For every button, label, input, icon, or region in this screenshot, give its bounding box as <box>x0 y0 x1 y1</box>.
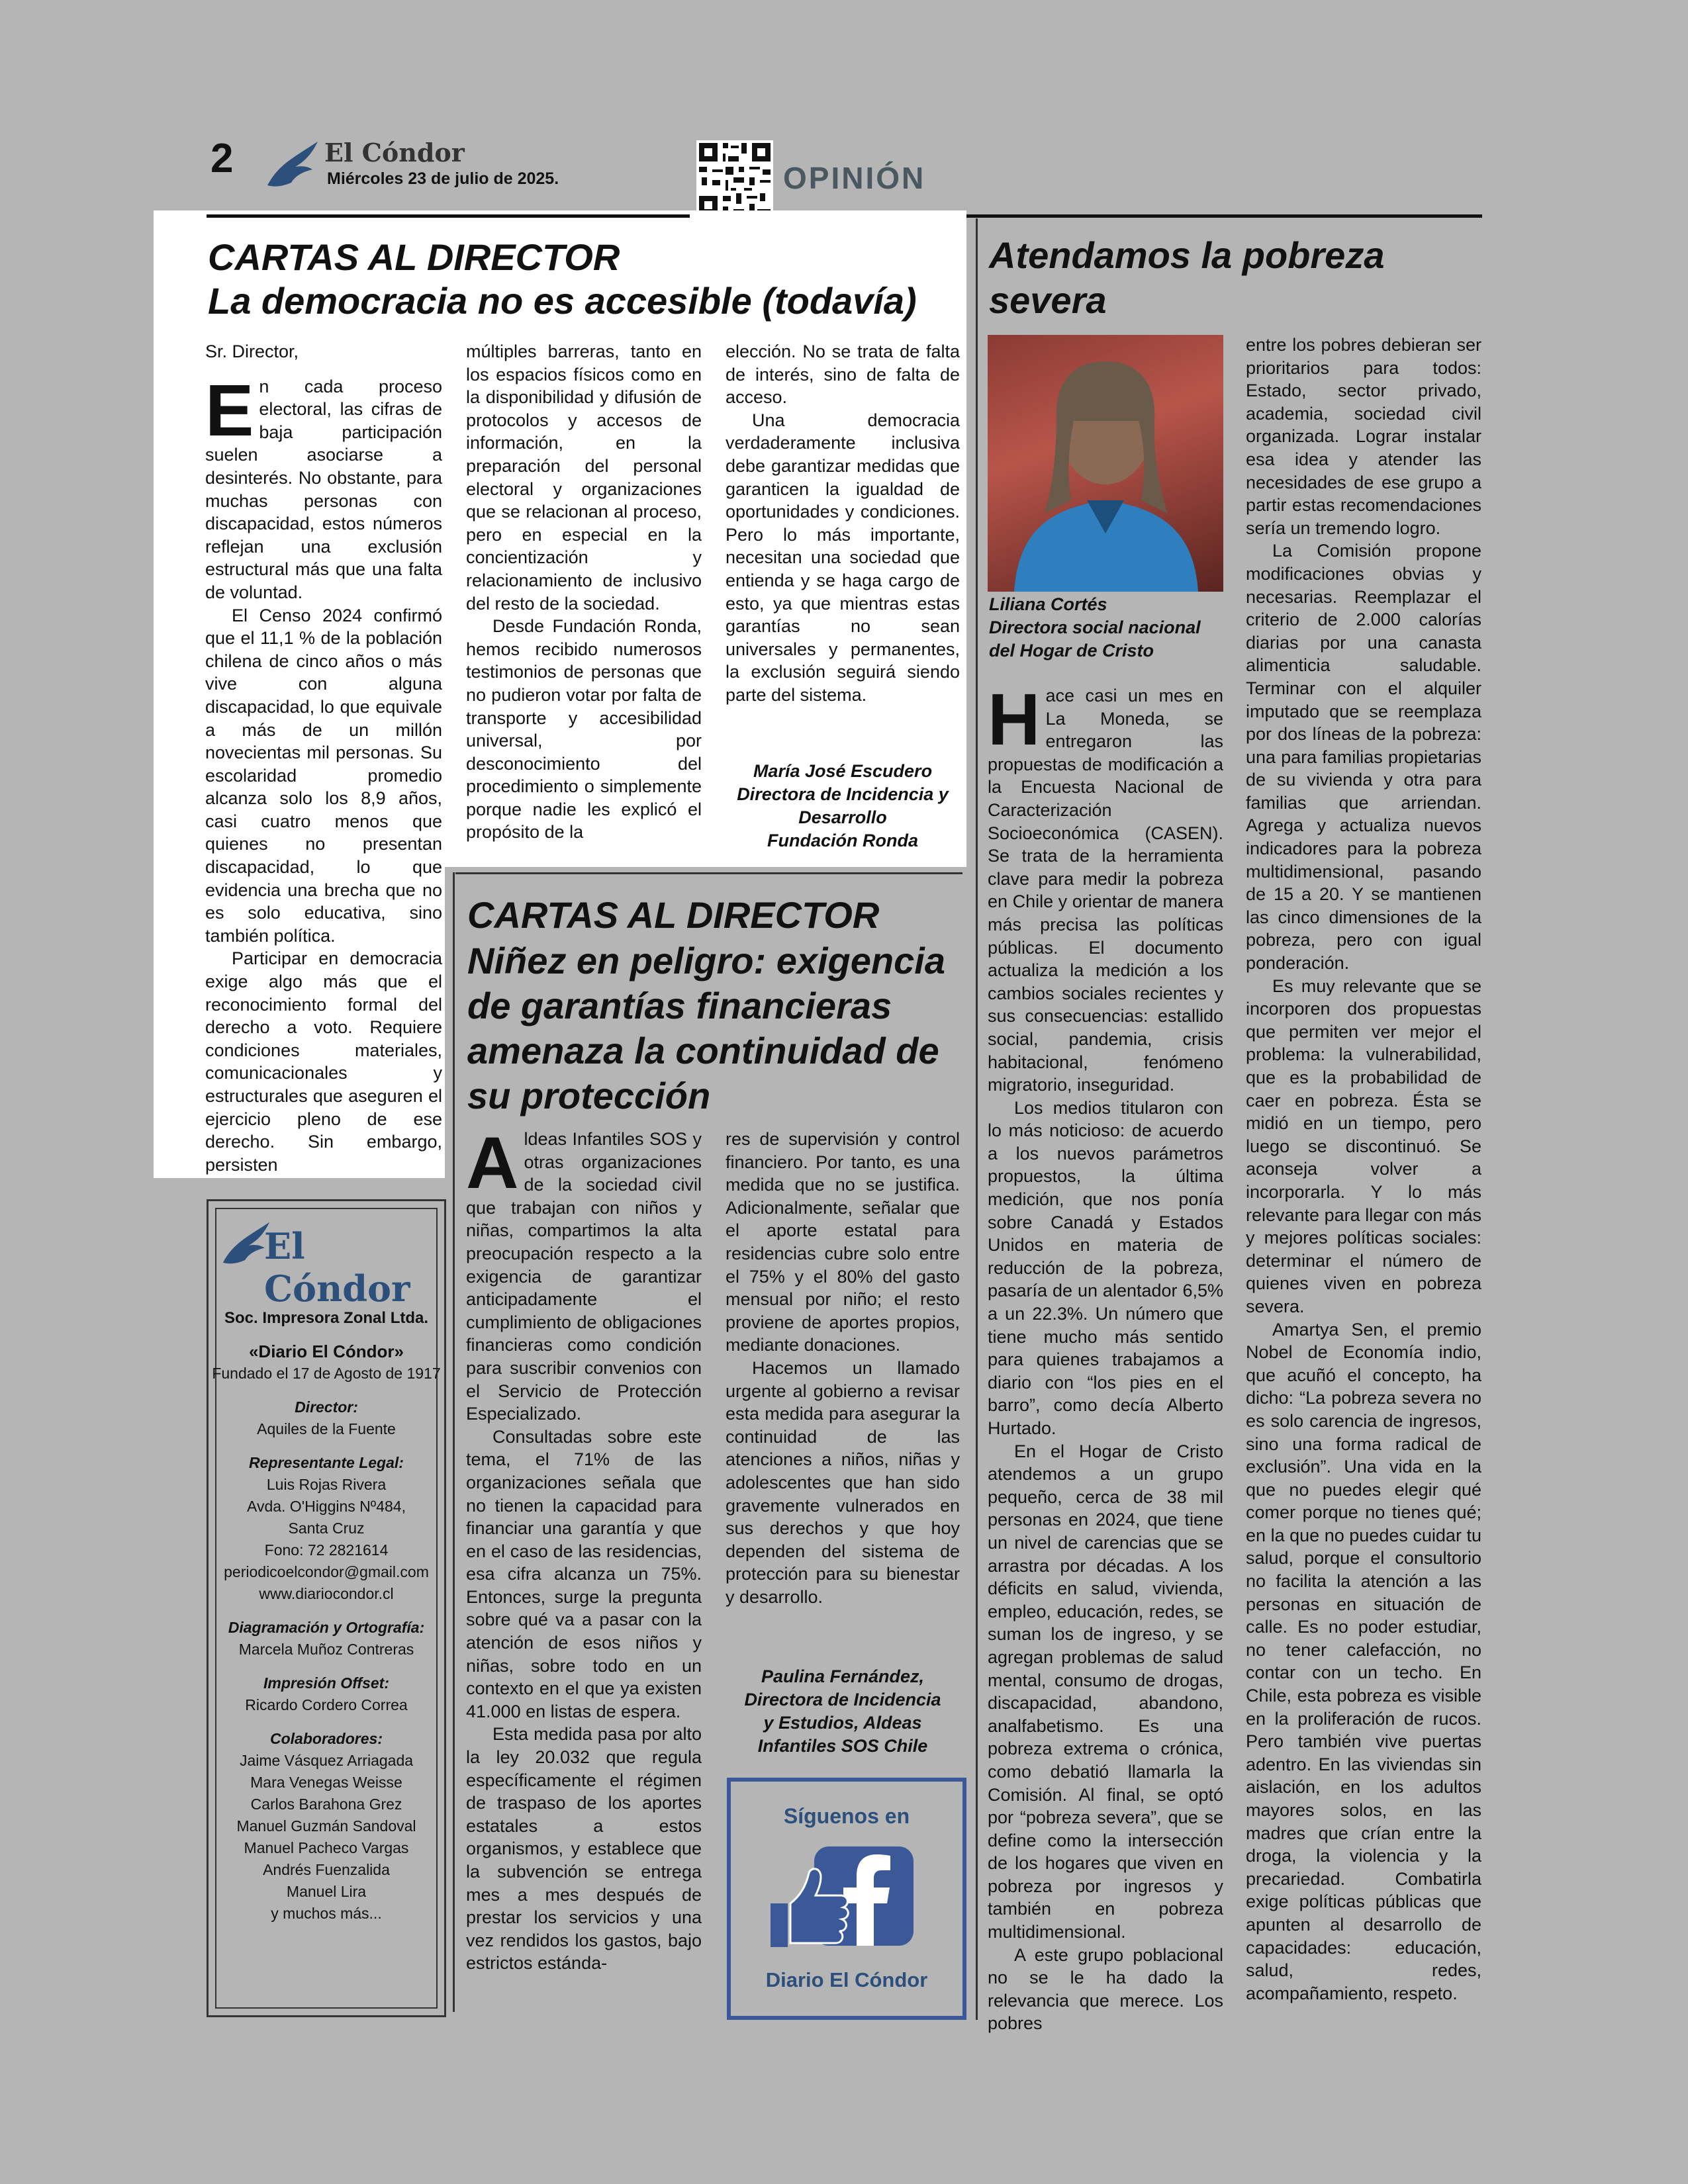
letter2-column-2 <box>726 1128 960 1608</box>
condor-logo-icon <box>265 139 320 195</box>
imprint-founded: Fundado el 17 de Agosto de 1917 <box>212 1365 441 1382</box>
imprint-value: Marcela Muñoz Contreras <box>238 1641 414 1658</box>
letter2-drop-cap: A <box>466 1122 519 1204</box>
paragraph: múltiples barreras, tanto en los espacios físicos como en la disponibilidad y difusión de protocolos y accesos de información, en la preparación del personal electoral y organizaciones que se relacionan al proceso, pero en especial en la concientización y relacionamiento de inclusivo del resto de la sociedad. <box>466 341 702 614</box>
paragraph: ace casi un mes en La Moneda, se entregaron las propuestas de modificación a la Encuesta Nacional de Caracterización Socioeconómica (CASEN). Se trata de la herramienta clave para medir la pobreza en Chile y orientar de manera más precisa las políticas públicas. El documento actualiza la medición a los cambios sociales recientes y sus consecuencias: estallido social, pandemia, crisis habitacional, fenómeno migratorio, inseguridad. <box>988 686 1223 1095</box>
masthead-title: El Cóndor <box>324 138 465 167</box>
signature-name: María José Escudero <box>753 761 933 781</box>
collaborator: Manuel Lira <box>286 1883 367 1900</box>
caption-role: del Hogar de Cristo <box>989 641 1154 660</box>
facebook-ad-heading: Síguenos en <box>783 1804 910 1828</box>
collaborator: Jaime Vásquez Arriagada <box>239 1752 414 1769</box>
imprint-value: Aquiles de la Fuente <box>257 1420 396 1437</box>
page-number: 2 <box>211 136 234 181</box>
collaborator: Andrés Fuenzalida <box>263 1861 390 1878</box>
imprint-value: Fono: 72 2821614 <box>264 1541 389 1559</box>
letter1-column-1 <box>205 340 442 1176</box>
column-rule <box>453 872 455 2012</box>
paragraph: Consultadas sobre este tema, el 71% de las organizaciones señala que no tienen la capacidad para financiar una garantía y que en el caso de las residencias, esa cifra alcanza un 75%. Entonces, surge la pregunta sobre qué va a pasar con la atención de esos niños y niñas, sobre todo en un contexto en el que ya existen 41.000 en listas de espera. <box>466 1426 702 1721</box>
signature-name: Paulina Fernández, <box>761 1666 925 1686</box>
paragraph: Hacemos un llamado urgente al gobierno a revisar esta medida para asegurar la continuidad de las atenciones a niños, niñas y adolescentes que han sido gravemente vulnerados en sus derechos y que hoy dependen del sistema de protección para su bienestar y desarrollo. <box>726 1357 960 1607</box>
letter1-kicker: CARTAS AL DIRECTOR <box>208 236 620 278</box>
letter1-drop-cap: E <box>205 369 254 451</box>
collaborator: Manuel Guzmán Sandoval <box>236 1817 416 1835</box>
facebook-ad-footer: Diario El Cóndor <box>765 1968 928 1991</box>
paragraph: Participar en democracia exige algo más que el reconocimiento formal del derecho a voto. Requiere condiciones materiales, comunicacionales y estructurales que aseguren el ejercicio pleno de ese derecho. Sin embargo, persisten <box>205 948 442 1175</box>
qr-code-icon <box>696 140 773 217</box>
imprint-label: Representante Legal: <box>249 1454 404 1471</box>
imprint-label: Impresión Offset: <box>263 1674 389 1692</box>
paragraph: La Comisión propone modificaciones obvias y necesarias. Reemplazar el criterio de 2.000 calorías diarias por una canasta alimenticia saludable. Terminar con el alquiler imputado que se reemplaza por dos líneas de la pobreza: una para familias propietarias de su vivienda y otra para familias que arriendan. Agrega y actualiza nuevos indicadores para la pobreza multidimensional, pasando de 15 a 20. Y se mantienen las cinco dimensiones de la pobreza, pero con igual ponderación. <box>1246 541 1481 974</box>
signature-role: Directora de Incidencia <box>744 1690 941 1709</box>
imprint-company: Soc. Impresora Zonal Ltda. <box>224 1309 429 1327</box>
masthead-date: Miércoles 23 de julio de 2025. <box>327 169 559 188</box>
caption-name: Liliana Cortés <box>989 594 1107 614</box>
signature-role: Desarrollo <box>798 807 887 827</box>
section-title: OPINIÓN <box>783 161 926 195</box>
imprint-details <box>209 1307 444 1925</box>
signature-role: Directora de Incidencia y <box>737 784 949 804</box>
facebook-follow-ad[interactable] <box>727 1778 966 2020</box>
letter-divider-rule <box>455 872 962 874</box>
paragraph: El Censo 2024 confirmó que el 11,1 % de la población chilena de cinco años o más vive con alguna discapacidad, lo que equivale a más de un millón novecientas mil personas. Su escolaridad promedio alcanza solo los 8,9 años, casi cuatro menos que quienes no presentan discapacidad, lo que evidencia una brecha que no es solo educativa, sino también política. <box>205 605 442 946</box>
paragraph: Esta medida pasa por alto la ley 20.032 que regula específicamente el régimen de traspaso de los aportes estatales a estos organismos, y establece que la subvención se entrega mes a mes después de prestar los servicios y una vez rendidos los gastos, bajo estrictos estánda- <box>466 1724 702 1974</box>
letter1-signature <box>726 760 960 852</box>
imprint-value: Ricardo Cordero Correa <box>245 1696 408 1713</box>
imprint-label: Diagramación y Ortografía: <box>228 1619 425 1636</box>
paragraph: Es muy relevante que se incorporen dos propuestas que permiten ver mejor el problema: la vulnerabilidad, que es la probabilidad de caer en pobreza. Ésta se midió en un tiempo, pero luego se discontinuó. Se aconseja volver a incorporarla. Y lo más relevante para llegar con más y mejores políticas sociales: determinar el número de quienes viven en pobreza severa. <box>1246 976 1481 1316</box>
imprint-value: Santa Cruz <box>288 1520 365 1537</box>
column-text-1 <box>988 679 1223 2035</box>
imprint-diario: «Diario El Cóndor» <box>248 1342 404 1361</box>
paragraph: elección. No se trata de falta de interés, sino de falta de acceso. <box>726 341 960 408</box>
column-text-2 <box>1246 334 1481 2005</box>
caption-role: Directora social nacional <box>989 617 1201 637</box>
imprint-label: Colaboradores: <box>270 1730 383 1747</box>
author-photo <box>988 335 1223 592</box>
paragraph: Los medios titularon con lo más noticioso: de acuerdo a los nuevos parámetros propuestos, la última medición, que nos ponía sobre Canadá y Estados Unidos en materia de reducción de la pobreza, pasaría de un alentador 6,5% a un 22.3%. Un número que tiene mucho más sentido para quienes trabajamos a diario con “los pies en el barro”, como decía Alberto Hurtado. <box>988 1097 1223 1438</box>
column-drop-cap: H <box>988 679 1041 760</box>
imprint-email[interactable]: periodicoelcondor@gmail.com <box>224 1563 429 1580</box>
imprint-value: Avda. O'Higgins Nº484, <box>247 1498 406 1515</box>
imprint-web[interactable]: www.diariocondor.cl <box>259 1585 394 1602</box>
paragraph: ldeas Infantiles SOS y otras organizaciones de la sociedad civil que trabajan con niños y niñas, compartimos la alta preocupación respecto a la exigencia de garantizar anticipadamente el cumplimiento de obligaciones financieras como condición para suscribir convenios con el Servicio de Protección Especializado. <box>466 1129 702 1424</box>
paragraph: Una democracia verdaderamente inclusiva debe garantizar medidas que garanticen la igualdad de oportunidades y condiciones. Pero lo más importante, necesitan una sociedad que entienda y se haga cargo de esto, ya que mientras estas garantías no sean universales y permanentes, la exclusión seguirá siendo parte del sistema. <box>726 410 960 705</box>
imprint-label: Director: <box>295 1398 358 1416</box>
imprint-logo-text: El Cóndor <box>264 1225 410 1310</box>
letter2-kicker: CARTAS AL DIRECTOR <box>467 894 880 936</box>
collaborator: Mara Venegas Weisse <box>250 1774 402 1791</box>
paragraph: res de supervisión y control financiero. Por tanto, es una medida que no se justifica. Adicionalmente, señalar que el aporte estatal para residencias cubre solo entre el 75% y el 80% del gasto mensual por niño; el resto proviene de aportes propios, mediante donaciones. <box>726 1129 960 1355</box>
letter1-column-3 <box>726 340 960 707</box>
letter2-title: Niñez en peligro: exigencia de garantías financieras amenaza la continuidad de su protección <box>467 940 945 1116</box>
collaborator: y muchos más... <box>271 1905 382 1922</box>
paragraph: entre los pobres debieran ser prioritarios para todos: Estado, sector privado, academia, sociedad civil organizada. Lograr instalar esa idea y atender las necesidades de ese grupo a partir estas recomendaciones sería un tremendo logro. <box>1246 335 1481 538</box>
collaborator: Manuel Pacheco Vargas <box>244 1839 409 1856</box>
paragraph: Desde Fundación Ronda, hemos recibido numerosos testimonios de personas que no pudieron votar por falta de transporte y accesibilidad universal, por desconocimiento del procedimiento o simplemente porque nadie les explicó el propósito de la <box>466 616 702 842</box>
paragraph: A este grupo poblacional no se le ha dado la relevancia que merece. Los pobres <box>988 1944 1223 2034</box>
letter2-signature <box>726 1665 960 1758</box>
letter1-title: La democracia no es accesible (todavía) <box>208 280 917 322</box>
facebook-like-icon <box>768 1843 920 1958</box>
imprint-value: Luis Rojas Rivera <box>266 1476 387 1493</box>
letter1-salutation: Sr. Director, <box>205 341 299 361</box>
letter1-column-2 <box>466 340 702 844</box>
signature-role: y Estudios, Aldeas <box>763 1713 922 1733</box>
header-rule-left-top <box>207 214 690 218</box>
paragraph: Amartya Sen, el premio Nobel de Economía indio, que acuñó el concepto, ha dicho: “La pobreza severa no es solo carencia de ingresos, sino una forma radical de exclusión”. Una vida en la que no puedes elegir qué comer porque no tienes qué; en la que no puedes cuidar tu salud, porque el consultorio no facilita la atención a las personas en situación de calle. Es no poder estudiar, no tener calefacción, no contar con un techo. En Chile, esta pobreza es visible en la proliferación de rucos. Pero también vive puertas adentro. En las viviendas sin aislación, en los adultos mayores solos, en las madres que crían entre la droga, la violencia y la precariedad. Combatirla exige políticas públicas que apunten al desarrollo de capacidades: educación, salud, redes, acompañamiento, respeto. <box>1246 1319 1481 2003</box>
column-rule <box>976 218 978 2020</box>
photo-caption <box>989 593 1201 662</box>
collaborator: Carlos Barahona Grez <box>250 1796 402 1813</box>
signature-org: Fundación Ronda <box>767 831 918 850</box>
column-title: Atendamos la pobreza severa <box>989 234 1385 321</box>
signature-org: Infantiles SOS Chile <box>757 1736 928 1756</box>
imprint-box <box>207 1199 446 2017</box>
paragraph: n cada proceso electoral, las cifras de baja participación suelen asociarse a desinterés. No obstante, para muchas personas con discapacidad, estos números reflejan una exclusión estructural más que una falta de voluntad. <box>205 376 442 602</box>
paragraph: En el Hogar de Cristo atendemos a un grupo pequeño, cerca de 38 mil personas en 2024, que tiene un nivel de carencias que se arrastra por décadas. A los déficits en salud, vivienda, empleo, educación, redes, se suman los de ingreso, y se agregan problemas de salud mental, consumo de drogas, discapacidad, abandono, analfabetismo. Es una pobreza extrema o crónica, como debatió llamarla la Comisión. Al final, se optó por “pobreza severa”, que se define como la intersección de los hogares que viven en pobreza por ingresos y también en pobreza multidimensional. <box>988 1441 1223 1942</box>
letter2-column-1 <box>466 1122 702 1975</box>
